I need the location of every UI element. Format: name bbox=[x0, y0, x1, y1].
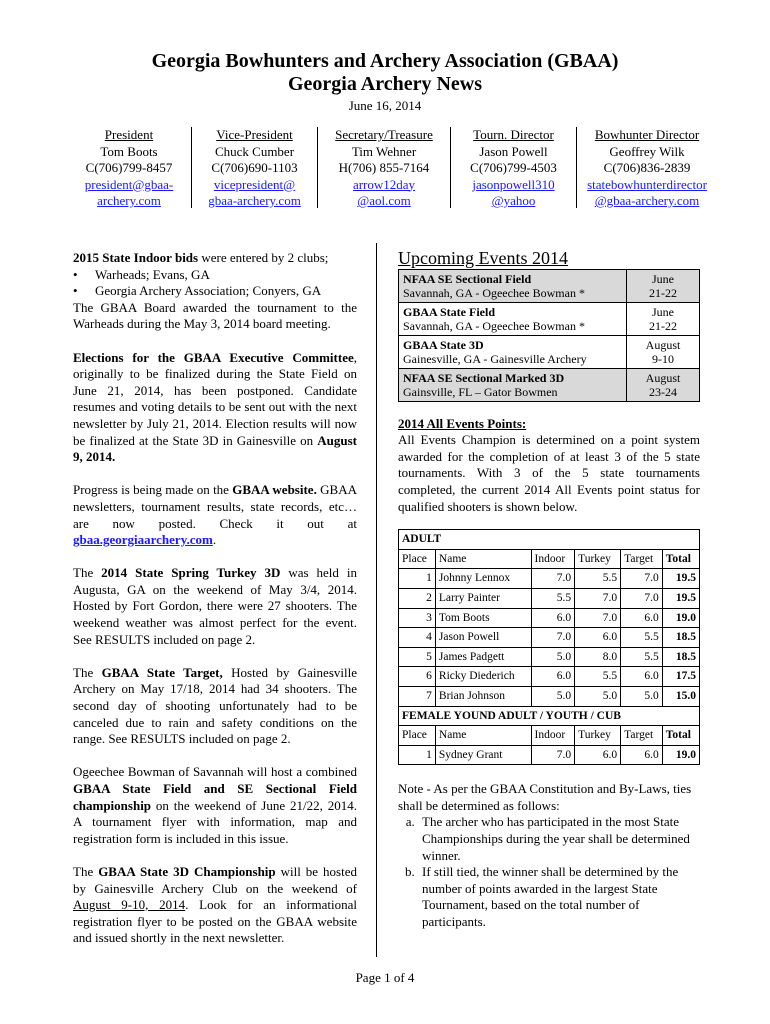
table-cell: Sydney Grant bbox=[435, 745, 531, 765]
officer-name: Jason Powell bbox=[479, 143, 548, 159]
turkey-text: was held in Augusta, GA on the weekend of May 3/4, 2014. Hosted by Fort Gordon, there were 27 shooters. The weekend weather was almost perfect for the event. See RESULTS included on page 2. bbox=[73, 565, 357, 647]
table-cell: 2 bbox=[399, 588, 436, 608]
column-header: Indoor bbox=[531, 549, 575, 569]
officer-title: Vice-President bbox=[216, 127, 293, 142]
officer-title: President bbox=[104, 127, 154, 142]
officer-email-link[interactable]: @gbaa-archery.com bbox=[594, 193, 700, 208]
list-item: • Warheads; Evans, GA bbox=[73, 267, 357, 284]
elections-date: August 9, 2014. bbox=[73, 432, 357, 465]
table-cell: James Padgett bbox=[435, 647, 531, 667]
event-row bbox=[399, 302, 700, 335]
officer-email-link[interactable]: gbaa-archery.com bbox=[208, 193, 301, 208]
event-month: August bbox=[645, 370, 681, 385]
officer-email-link[interactable]: archery.com bbox=[97, 193, 161, 208]
column-header: Total bbox=[662, 726, 699, 746]
website-article bbox=[73, 482, 357, 548]
event-date bbox=[627, 335, 700, 368]
event-date bbox=[627, 368, 700, 401]
table-cell: 6.0 bbox=[621, 667, 663, 687]
events-title: Upcoming Events 2014 bbox=[398, 248, 568, 268]
turkey-heading: 2014 State Spring Turkey 3D bbox=[101, 565, 281, 581]
table-cell: Tom Boots bbox=[435, 608, 531, 628]
section-header-row bbox=[399, 706, 700, 726]
table-cell: 7 bbox=[399, 686, 436, 706]
officer-email-link[interactable]: arrow12day bbox=[352, 176, 416, 192]
field-text: on the weekend of June 21/22, 2014. A tournament flyer with information, map and registration form is included in this issue. bbox=[73, 797, 357, 846]
event-name: NFAA SE Sectional Field bbox=[403, 271, 532, 286]
table-cell: 7.0 bbox=[621, 588, 663, 608]
list-item: • Georgia Archery Association; Conyers, GA bbox=[73, 283, 357, 300]
website-text: . bbox=[212, 532, 217, 548]
table-cell: 6.0 bbox=[531, 608, 575, 628]
bids-heading: 2015 State Indoor bids bbox=[73, 250, 199, 265]
section-header-row bbox=[399, 530, 700, 550]
event-month: August bbox=[645, 337, 681, 352]
officer-email-link[interactable]: jasonpowell310 bbox=[472, 176, 555, 192]
column-header: Turkey bbox=[575, 726, 621, 746]
state3d-heading: GBAA State 3D Championship bbox=[98, 863, 276, 879]
state3d-date: August 9-10, 2014 bbox=[73, 897, 186, 913]
officer-phone: C(706)836-2839 bbox=[603, 160, 691, 175]
officer-bowhunter-director bbox=[577, 127, 717, 210]
event-days: 9-10 bbox=[652, 351, 674, 366]
officer-phone: C(706)799-8457 bbox=[85, 160, 173, 175]
bids-article bbox=[73, 250, 357, 333]
officer-phone: C(706)799-4503 bbox=[470, 160, 557, 175]
table-cell: 3 bbox=[399, 608, 436, 628]
column-header: Turkey bbox=[575, 549, 621, 569]
event-place: Savannah, GA - Ogeechee Bowman * bbox=[403, 318, 585, 333]
event-row bbox=[399, 335, 700, 368]
table-row bbox=[399, 647, 700, 667]
table-cell: 6 bbox=[399, 667, 436, 687]
event-month: June bbox=[652, 271, 674, 286]
table-cell: 7.0 bbox=[531, 745, 575, 765]
target-text: Hosted by Gainesville Archery on May 17/18, 2014 had 34 shooters. The second day of shooting unfortunately had to be canceled due to rain and safety conditions on the range. See RESULTS included on page 2. bbox=[73, 664, 357, 747]
table-row bbox=[399, 608, 700, 628]
event-info bbox=[399, 269, 627, 302]
note-intro: Note - As per the GBAA Constitution and By-Laws, ties shall be determined as follows: bbox=[398, 781, 692, 813]
table-cell: 19.0 bbox=[662, 608, 699, 628]
elections-text: , originally to be finalized during the State Field on June 21, 2014, has been postponed. Candidate resumes and voting details to be sent out with the next newsletter by July 21, 2014. Election results will now be finalized at the State 3D in Gainesville on bbox=[73, 349, 357, 448]
officer-tourn-director bbox=[451, 127, 576, 210]
table-cell: 6.0 bbox=[531, 667, 575, 687]
table-cell: 5.0 bbox=[575, 686, 621, 706]
officer-title: Bowhunter Director bbox=[594, 127, 700, 142]
state3d-text: . Look for an informational registration flyer to be posted on the GBAA website and issued shortly in the next newsletter. bbox=[73, 897, 357, 946]
table-cell: 5.0 bbox=[621, 686, 663, 706]
table-cell: 18.5 bbox=[662, 628, 699, 648]
event-name: GBAA State 3D bbox=[403, 337, 484, 352]
table-row bbox=[399, 686, 700, 706]
elections-article bbox=[73, 350, 357, 466]
officer-email-link[interactable]: @aol.com bbox=[357, 193, 411, 208]
list-item: b. If still tied, the winner shall be determined by the number of points awarded in the largest State Tournament, based on the total number of participants. bbox=[418, 864, 700, 930]
table-cell: Johnny Lennox bbox=[435, 569, 531, 589]
officer-title: Tourn. Director bbox=[473, 127, 554, 142]
table-cell: 18.5 bbox=[662, 647, 699, 667]
event-days: 21-22 bbox=[649, 318, 677, 333]
table-cell: 5.5 bbox=[575, 569, 621, 589]
table-cell: 19.0 bbox=[662, 745, 699, 765]
table-cell: 4 bbox=[399, 628, 436, 648]
bids-list bbox=[73, 267, 357, 300]
table-cell: 6.0 bbox=[575, 745, 621, 765]
events-table bbox=[398, 269, 700, 402]
target-text: The bbox=[73, 664, 102, 680]
table-cell: Jason Powell bbox=[435, 628, 531, 648]
list-item: a. The archer who has participated in the most State Championships during the year shall be determined winner. bbox=[418, 814, 700, 864]
event-name: NFAA SE Sectional Marked 3D bbox=[403, 370, 565, 385]
state3d-text: will be hosted by Gainesville Archery Club on the weekend of bbox=[73, 863, 357, 896]
turkey-article bbox=[73, 565, 357, 648]
page-number: Page 1 of 4 bbox=[355, 970, 415, 985]
event-date bbox=[627, 269, 700, 302]
target-heading: GBAA State Target, bbox=[101, 664, 223, 680]
table-cell: 1 bbox=[399, 569, 436, 589]
column-header: Name bbox=[435, 726, 531, 746]
table-cell: 6.0 bbox=[575, 628, 621, 648]
table-cell: 6.0 bbox=[621, 608, 663, 628]
table-cell: 5.5 bbox=[621, 628, 663, 648]
officer-phone: C(706)690-1103 bbox=[211, 160, 298, 175]
officer-vice-president bbox=[192, 127, 317, 210]
tiebreak-note bbox=[398, 781, 700, 930]
section-label: ADULT bbox=[399, 530, 700, 550]
note-list bbox=[398, 814, 700, 930]
table-cell: 7.0 bbox=[531, 628, 575, 648]
officer-president bbox=[67, 127, 191, 210]
officer-email-link[interactable]: vicepresident@ bbox=[213, 176, 296, 192]
website-text: GBAA newsletters, tournament results, state records, etc… are now posted. Check it out at bbox=[73, 482, 357, 531]
event-name: GBAA State Field bbox=[403, 304, 495, 319]
table-row bbox=[399, 667, 700, 687]
event-days: 23-24 bbox=[649, 384, 677, 399]
event-month: June bbox=[652, 304, 674, 319]
table-row bbox=[399, 588, 700, 608]
event-row bbox=[399, 269, 700, 302]
newsletter-title: Georgia Archery News bbox=[287, 73, 483, 95]
officer-name: Geoffrey Wilk bbox=[609, 143, 685, 159]
table-row bbox=[399, 745, 700, 765]
points-title: 2014 All Events Points: bbox=[398, 415, 527, 431]
state3d-article bbox=[73, 864, 357, 947]
table-cell: 19.5 bbox=[662, 588, 699, 608]
website-text: Progress is being made on the bbox=[73, 482, 233, 498]
officer-phone: H(706) 855-7164 bbox=[338, 160, 430, 175]
website-link[interactable]: gbaa.georgiaarchery.com bbox=[73, 532, 213, 548]
table-cell: Ricky Diederich bbox=[435, 667, 531, 687]
table-cell: 15.0 bbox=[662, 686, 699, 706]
table-cell: Brian Johnson bbox=[435, 686, 531, 706]
event-date bbox=[627, 302, 700, 335]
officer-name: Tim Wehner bbox=[351, 143, 417, 159]
table-row bbox=[399, 569, 700, 589]
points-table-body bbox=[399, 530, 700, 765]
bids-text: were entered by 2 clubs; bbox=[198, 250, 329, 265]
points-text: All Events Champion is determined on a point system awarded for the completion of at least 3 of the 5 state tournaments. With 3 of the 5 state tournaments completed, the current 2014 All Events point status for qualified shooters is shown below. bbox=[398, 432, 700, 514]
section-label: FEMALE YOUND ADULT / YOUTH / CUB bbox=[399, 706, 700, 726]
event-row bbox=[399, 368, 700, 401]
column-header: Place bbox=[399, 726, 436, 746]
turkey-text: The bbox=[73, 565, 102, 581]
officer-email-link[interactable]: @yahoo bbox=[491, 193, 536, 208]
column-header-row bbox=[399, 726, 700, 746]
newsletter-org-title: Georgia Bowhunters and Archery Association (GBAA) bbox=[151, 50, 619, 72]
field-heading: GBAA State Field and SE Sectional Field championship bbox=[73, 781, 357, 813]
table-cell: 5.5 bbox=[575, 667, 621, 687]
website-heading: GBAA website. bbox=[232, 482, 317, 498]
column-header: Indoor bbox=[531, 726, 575, 746]
column-header: Name bbox=[435, 549, 531, 569]
table-cell: 7.0 bbox=[575, 588, 621, 608]
field-text: Ogeechee Bowman of Savannah will host a combined bbox=[73, 764, 357, 780]
officers-row bbox=[67, 127, 717, 210]
column-header: Place bbox=[399, 549, 436, 569]
state3d-text: The bbox=[73, 863, 99, 879]
event-place: Gainsville, FL – Gator Bowmen bbox=[403, 384, 558, 399]
column-header: Target bbox=[621, 726, 663, 746]
table-cell: 7.0 bbox=[621, 569, 663, 589]
officer-name: Chuck Cumber bbox=[214, 143, 295, 159]
table-cell: 19.5 bbox=[662, 569, 699, 589]
table-cell: 5 bbox=[399, 647, 436, 667]
table-cell: 5.5 bbox=[621, 647, 663, 667]
event-info bbox=[399, 335, 627, 368]
table-cell: 7.0 bbox=[531, 569, 575, 589]
left-column bbox=[73, 250, 357, 947]
target-article bbox=[73, 665, 357, 748]
table-cell: 7.0 bbox=[575, 608, 621, 628]
table-cell: 8.0 bbox=[575, 647, 621, 667]
table-cell: 1 bbox=[399, 745, 436, 765]
event-place: Gainesville, GA - Gainesville Archery bbox=[403, 351, 587, 366]
elections-heading: Elections for the GBAA Executive Committee bbox=[73, 349, 354, 365]
event-info bbox=[399, 368, 627, 401]
bids-award-text: The GBAA Board awarded the tournament to the Warheads during the May 3, 2014 board meeting. bbox=[73, 299, 357, 332]
event-info bbox=[399, 302, 627, 335]
column-header: Target bbox=[621, 549, 663, 569]
table-cell: 5.5 bbox=[531, 588, 575, 608]
officer-secretary bbox=[318, 127, 450, 210]
event-place: Savannah, GA - Ogeechee Bowman * bbox=[403, 285, 585, 300]
column-divider bbox=[376, 243, 377, 957]
table-cell: Larry Painter bbox=[435, 588, 531, 608]
officer-email-link[interactable]: statebowhunterdirector bbox=[587, 176, 707, 192]
right-column bbox=[398, 250, 700, 931]
points-table bbox=[398, 529, 700, 765]
officer-name: Tom Boots bbox=[100, 143, 158, 159]
table-row bbox=[399, 628, 700, 648]
table-cell: 17.5 bbox=[662, 667, 699, 687]
table-cell: 6.0 bbox=[621, 745, 663, 765]
column-header: Total bbox=[662, 549, 699, 569]
officer-title: Secretary/Treasure bbox=[335, 127, 433, 142]
table-cell: 5.0 bbox=[531, 647, 575, 667]
officer-email-link[interactable]: president@gbaa- bbox=[84, 176, 174, 192]
table-cell: 5.0 bbox=[531, 686, 575, 706]
column-header-row bbox=[399, 549, 700, 569]
field-article bbox=[73, 764, 357, 847]
newsletter-date: June 16, 2014 bbox=[348, 98, 422, 113]
event-days: 21-22 bbox=[649, 285, 677, 300]
